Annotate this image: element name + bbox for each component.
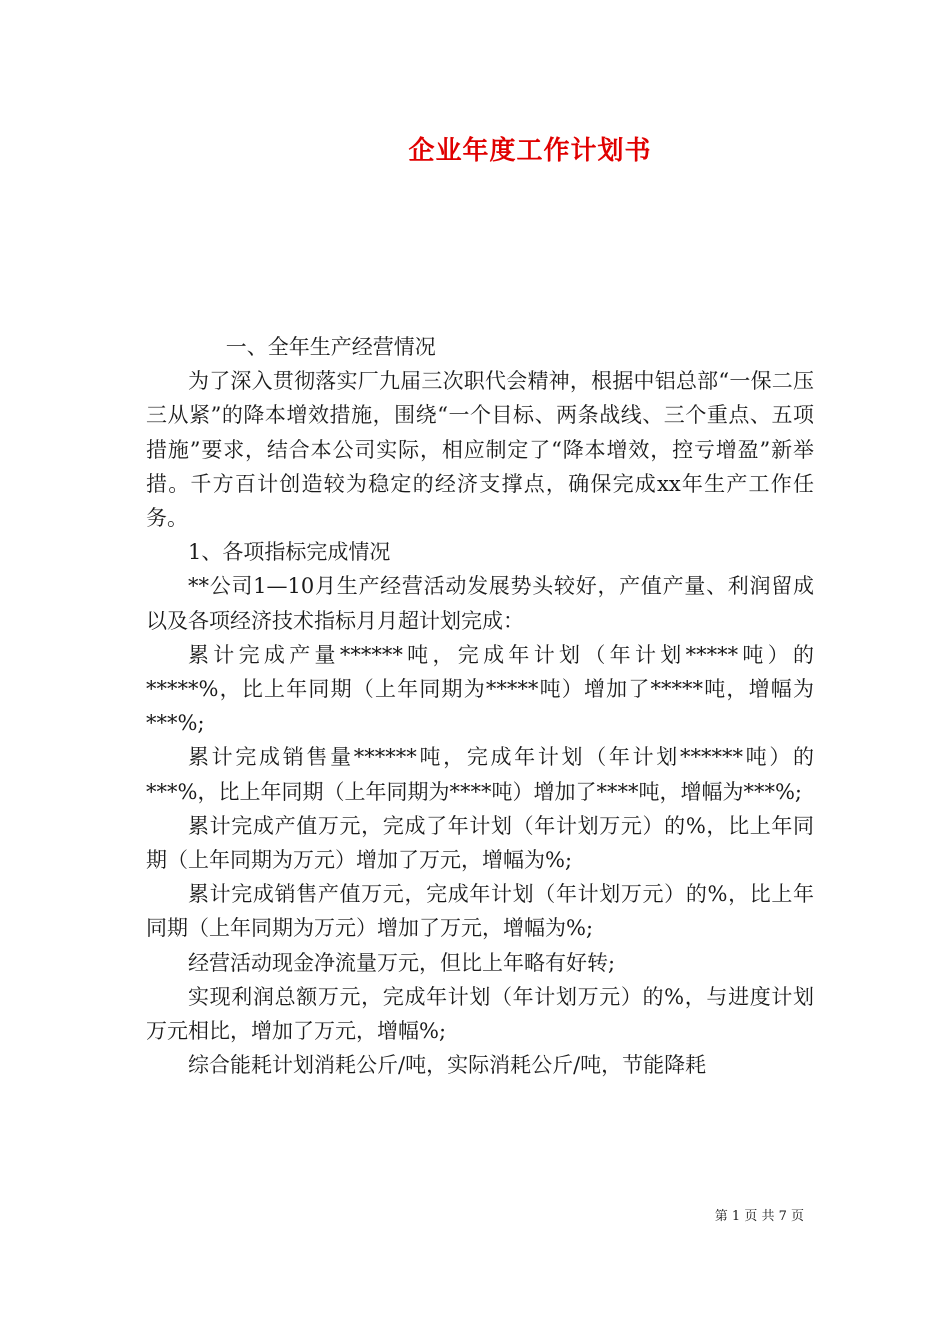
- paragraph: 经营活动现金净流量万元，但比上年略有好转;: [188, 950, 616, 975]
- paragraph: 累计完成销售量******吨，完成年计划（年计划******吨）的***%，比上年同期（上年同期为****吨）增加了****吨，增幅为***%;: [146, 745, 814, 804]
- document-title: 企业年度工作计划书: [408, 136, 652, 166]
- paragraph: 累计完成销售产值万元，完成年计划（年计划万元）的%，比上年同期（上年同期为万元）增加了万元，增幅为%;: [146, 882, 814, 941]
- paragraph: 实现利润总额万元，完成年计划（年计划万元）的%，与进度计划万元相比，增加了万元，增幅%;: [146, 984, 814, 1044]
- paragraph: 累计完成产值万元，完成了年计划（年计划万元）的%，比上年同期（上年同期为万元）增加了万元，增幅为%;: [146, 813, 814, 873]
- paragraph: 累计完成产量******吨，完成年计划（年计划*****吨）的*****%，比上年同期（上年同期为*****吨）增加了*****吨，增幅为***%;: [146, 642, 814, 736]
- section-heading: 一、全年生产经营情况: [225, 335, 436, 359]
- page-number: 第 1 页 共 7 页: [714, 1209, 804, 1224]
- subsection-heading: 1、各项指标完成情况: [188, 540, 391, 565]
- paragraph: **公司1—10月生产经营活动发展势头较好，产值产量、利润留成以及各项经济技术指标月月超计划完成：: [146, 574, 814, 633]
- document-body: [146, 330, 814, 1082]
- paragraph: 综合能耗计划消耗公斤/吨，实际消耗公斤/吨，节能降耗: [188, 1053, 707, 1078]
- paragraph: 为了深入贯彻落实厂九届三次职代会精神，根据中铝总部“一保二压三从紧”的降本增效措施，围绕“一个目标、两条战线、三个重点、五项措施”要求，结合本公司实际，相应制定了“降本增效，控亏增盈”新举措。千方百计创造较为稳定的经济支撑点，确保完成xx年生产工作任务。: [146, 369, 814, 531]
